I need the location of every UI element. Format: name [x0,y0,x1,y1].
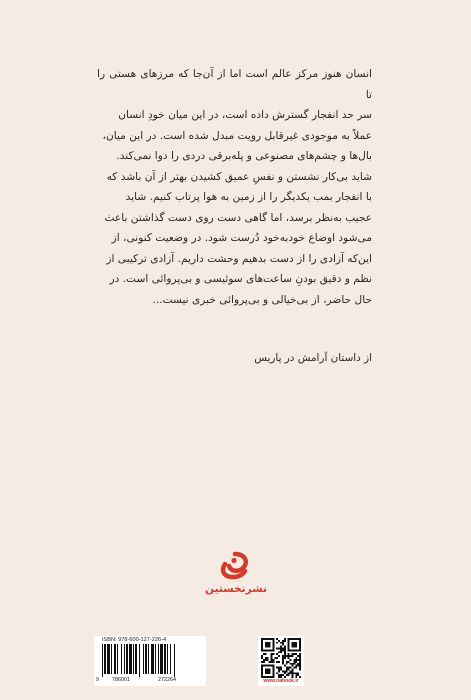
qr-module [282,663,284,665]
barcode-bar [170,644,171,674]
qr-module [280,667,282,669]
qr-module [295,653,297,655]
qr-module [286,668,288,670]
blurb-line: می‌شود اوضاع خودبه‌خود دُرست شود. در وضعیت کنونی، از [111,232,372,244]
barcode-bar [111,644,112,674]
qr-module [282,661,284,663]
barcode-bar [174,644,175,677]
publisher-logo-icon [207,550,263,580]
qr-module [293,661,295,663]
qr-module [272,653,274,655]
qr-module [286,661,288,663]
qr-module [280,648,282,650]
qr-module [261,657,263,659]
blurb-line: حال حاضر، از بی‌خیالی و بی‌پروائی خبری نیست... [152,293,372,306]
qr-module [284,651,286,653]
qr-module [295,672,297,674]
qr-module [282,659,284,661]
qr-module [290,667,292,669]
blurb-text [97,64,372,310]
qr-module [282,642,284,644]
barcode-bar [129,644,132,674]
blurb-line: بال‌ها و چشم‌های مصنوعی و پله‌برقی دردی را دوا نمی‌کند. [116,150,372,162]
publisher-name: نشرنخستین [205,583,267,595]
qr-module [293,663,295,665]
qr-module [288,672,290,674]
barcode-bar [107,644,110,674]
qr-module [274,657,276,659]
qr-module [272,659,274,661]
qr-module [278,651,280,653]
qr-module [284,670,286,672]
barcode-bar [117,644,118,674]
barcode-digit-group: 786001 [112,677,130,683]
qr-module [284,649,286,651]
qr-module [284,655,286,657]
qr-module [290,659,292,661]
source-attribution: از داستان آرامش در پاریس [254,352,372,364]
qr-module [282,670,284,672]
qr-module [295,657,297,659]
qr-module [282,640,284,642]
qr-module [291,672,293,674]
qr-code-icon [261,638,301,678]
blurb-line: با انفجار بمب یکدیگر را از زمین به هوا پرتاب کنیم. شاید [125,191,372,203]
barcode-digit-prefix: 9 [96,677,99,683]
qr-module [299,657,301,659]
barcode-bar [135,644,137,674]
barcode-bar [151,644,154,674]
qr-module [297,659,299,661]
qr-module [276,661,278,663]
blurb-line: عجیب به‌نظر برسد، اما گاهی دست روی دست گذاشتن باعث [104,211,372,224]
qr-module [276,657,278,659]
qr-module [297,674,299,676]
qr-module [286,674,288,676]
qr-module [284,638,286,640]
qr-module [261,655,263,657]
qr-module [295,659,297,661]
qr-module [288,655,290,657]
qr-module [299,665,301,667]
barcode-bar [139,644,140,677]
qr-module [297,672,299,674]
qr-module [291,665,293,667]
qr-module [293,659,295,661]
qr-module [299,667,301,669]
barcode-bar [145,644,147,674]
qr-module [271,657,273,659]
qr-module [290,655,292,657]
qr-module [282,655,284,657]
qr-module [278,667,280,669]
qr-module [295,674,297,676]
qr-module [284,657,286,659]
barcode-bar [155,644,156,674]
qr-module [263,659,265,661]
qr-module [295,661,297,663]
qr-module [276,648,278,650]
qr-module [272,661,274,663]
qr-module [271,661,273,663]
qr-module [282,644,284,646]
qr-module [299,668,301,670]
qr-module [288,653,290,655]
qr-module [265,657,267,659]
qr-module [265,642,271,648]
qr-module [295,667,297,669]
blurb-line: عملاً به موجودی غیرقابل رویت مبدل شده است. در این میان، [102,129,372,142]
qr-module [282,649,284,651]
qr-module [278,668,280,670]
qr-module [299,659,301,661]
qr-module [263,653,265,655]
qr-module [278,674,280,676]
barcode-bar [114,644,116,674]
qr-module [282,657,284,659]
barcode-digit-group: 272264 [158,677,176,683]
qr-module [280,674,282,676]
qr-module [265,653,267,655]
qr-module [278,661,280,663]
barcode-bar [126,644,128,674]
qr-module [284,646,286,648]
qr-module [278,640,280,642]
qr-module [288,667,290,669]
qr-module [265,668,271,674]
qr-module [299,653,301,655]
qr-module [288,674,290,676]
qr-module [293,653,295,655]
publisher-website: www.nabook.ir [263,678,299,684]
barcode-bar [104,644,106,674]
qr-module [284,640,286,642]
blurb-line: شاید بی‌کار نشستن و نفسِ عمیق کشیدن بهتر از آن باشد که [106,170,372,183]
blurb-line: نظم و دقیق بودنِ ساعت‌های سوئیسی و بی‌پروائی است. در [109,273,372,285]
qr-module [265,659,267,661]
qr-module [284,653,286,655]
qr-module [282,674,284,676]
blurb-line: سر حد انفجار گسترش داده است، در این میان خودِ انسان [118,109,372,121]
qr-module [284,665,286,667]
qr-module [299,661,301,663]
qr-module [269,661,271,663]
qr-code [258,636,304,686]
qr-module [295,665,297,667]
qr-module [291,674,293,676]
barcode-bar [160,644,163,674]
qr-module [291,655,293,657]
qr-module [278,655,280,657]
qr-module [286,667,288,669]
qr-module [282,648,284,650]
qr-module [267,659,269,661]
qr-module [291,653,293,655]
qr-module [291,668,293,670]
qr-module [280,668,282,670]
qr-module [286,663,288,665]
qr-module [288,668,290,670]
blurb-line: انسان هنوز مرکز عالم است اما از آن‌جا که مرزهای هستی را تا [97,68,372,101]
qr-module [293,672,295,674]
barcode-bar [158,644,159,674]
qr-module [290,672,292,674]
barcode-bars [100,644,202,677]
qr-module [288,661,290,663]
qr-module [280,646,282,648]
qr-module [276,638,278,640]
qr-module [276,653,278,655]
qr-module [299,663,301,665]
blurb-line: این‌که آزادی را از دست بدهیم وحشت داریم. آزادی ترکیبی از [106,252,372,265]
qr-module [278,648,280,650]
barcode-bar [167,644,168,674]
qr-module [280,649,282,651]
qr-module [276,672,278,674]
qr-module [297,665,299,667]
qr-module [286,670,288,672]
qr-module [291,670,293,672]
qr-module [263,661,265,663]
isbn-number: ISBN: 978-600-127-226-4 [102,637,167,643]
qr-module [271,655,273,657]
qr-module [290,663,292,665]
qr-module [297,655,299,657]
qr-module [299,655,301,657]
qr-module [288,657,290,659]
qr-module [284,672,286,674]
qr-module [286,655,288,657]
qr-module [280,642,282,644]
qr-module [280,651,282,653]
isbn-barcode [94,636,206,686]
barcode-bar [164,644,166,674]
qr-module [291,642,297,648]
qr-module [267,657,269,659]
barcode-bar [121,644,122,674]
barcode-bar [124,644,125,674]
qr-module [276,667,278,669]
barcode-bar [143,644,144,674]
qr-module [261,661,263,663]
barcode-bar [133,644,134,674]
qr-module [278,670,280,672]
qr-module [284,648,286,650]
qr-module [271,653,273,655]
qr-module [291,663,293,665]
barcode-bar [148,644,149,674]
qr-module [290,670,292,672]
qr-module [297,663,299,665]
barcode-bar [102,644,103,677]
qr-module [293,667,295,669]
qr-module [276,642,278,644]
qr-module [271,659,273,661]
